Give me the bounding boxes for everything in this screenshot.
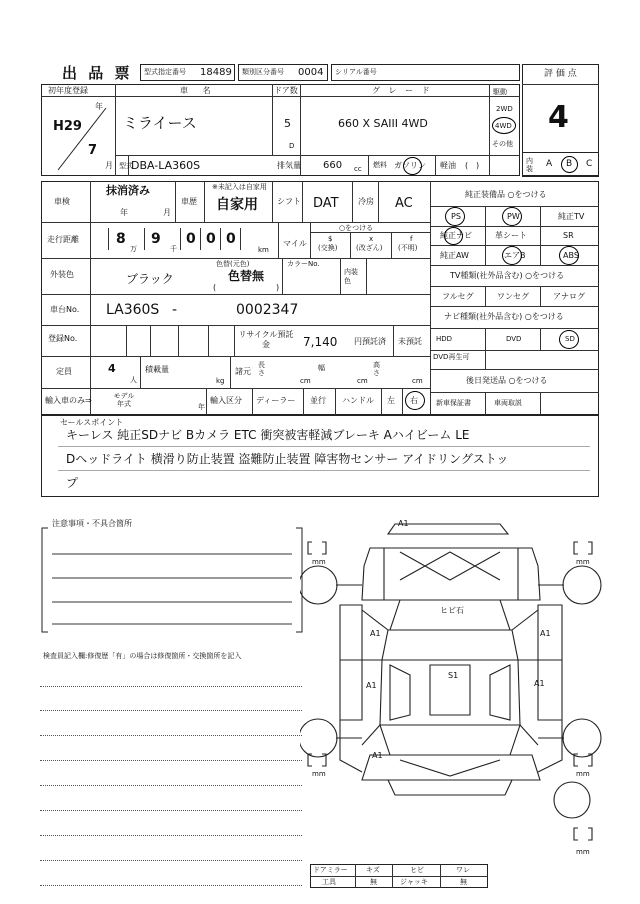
handle-right-circle: [405, 391, 425, 410]
equip-tv: 純正TV: [558, 212, 585, 221]
width-label: 幅: [318, 364, 325, 372]
category-value: 0004: [298, 67, 324, 78]
parallel-label: 並行: [310, 396, 326, 405]
length-unit: cm: [300, 377, 311, 385]
shift-label: シフト: [277, 197, 301, 206]
mileage-digit-1: 8: [116, 231, 126, 247]
first-reg-month: 7: [88, 143, 98, 158]
tool-header-3: ヒビ: [410, 866, 424, 874]
equip-pw: PW: [507, 212, 520, 221]
mileage-digit-5: 0: [226, 231, 236, 247]
mileage-digit-3: 0: [186, 231, 196, 247]
door-label: ドア数: [274, 86, 298, 95]
caution-label: 注意事項・不具合箇所: [52, 519, 132, 528]
grade-label: グ レ ー ド: [372, 86, 433, 95]
mileage-digit-4: 0: [206, 231, 216, 247]
tool-header-1: ドアミラー: [313, 866, 348, 874]
equip-airbag: エアB: [504, 251, 526, 260]
interior-c: C: [586, 159, 593, 169]
tool-header-4: ワレ: [456, 866, 470, 874]
color-paren-left: (: [213, 283, 217, 292]
mm-unit-5: mm: [576, 848, 590, 856]
inspection-label: 車検: [54, 197, 70, 206]
equip-leather: 革シート: [495, 231, 527, 240]
drive-2wd: 2WD: [496, 105, 513, 113]
equip-abs-circle: [559, 246, 579, 265]
diagram-label-7: S1: [448, 671, 459, 680]
color-replace-value: 色替無: [228, 269, 265, 283]
interior-label: 内装: [526, 157, 533, 173]
recycle-unpaid: 未預託: [398, 337, 422, 346]
sales-points-label: セールスポイント: [60, 418, 124, 427]
first-reg-label: 初年度登録: [48, 86, 88, 95]
model-value: DBA-LA360S: [131, 159, 201, 172]
recycle-label: リサイクル預託金: [238, 330, 294, 349]
drive-label: 駆動: [493, 88, 507, 96]
equip-navi-circle: [444, 227, 463, 245]
history-label: 車歴: [181, 197, 197, 206]
chassis-number: 0002347: [236, 302, 299, 318]
mm-unit-1: mm: [312, 558, 326, 566]
navi-sd-circle: [559, 330, 579, 349]
handle-left: 左: [387, 396, 395, 405]
mile-label: マイル: [283, 239, 307, 248]
navi-title: ナビ種類(社外品含む) ○をつける: [444, 312, 564, 321]
equip-ps: PS: [451, 212, 461, 221]
ac-value: AC: [395, 196, 413, 211]
mileage-sen: 千: [170, 245, 177, 253]
tv-analog: アナログ: [553, 292, 585, 301]
model-label: 型式: [119, 162, 133, 170]
diagram-label-2: A1: [370, 629, 381, 638]
load-label: 積載量: [145, 365, 169, 374]
navi-sd: SD: [565, 335, 575, 343]
capacity-value: 4: [108, 362, 116, 375]
diagram-label-8: ヒビ石: [440, 606, 464, 615]
interior-b: B: [566, 159, 573, 169]
tool-value-2: 無: [370, 878, 377, 886]
fuel-other-close: ): [476, 161, 480, 170]
model-year-unit: 年: [198, 403, 205, 411]
chassis-prefix: LA360S: [106, 302, 160, 318]
fuel-gasoline-circle: [403, 157, 422, 175]
unknown-label: (不明): [398, 244, 418, 252]
diagram-label-6: A1: [372, 751, 383, 760]
later-title: 後日発送品 ○をつける: [466, 376, 548, 385]
mileage-digit-2: 9: [151, 231, 161, 247]
handle-label: ハンドル: [342, 396, 374, 405]
date-slash: [50, 100, 110, 172]
door-unit: D: [289, 142, 295, 150]
equip-navi: 純正ナビ: [440, 231, 472, 240]
first-reg-year: H29: [53, 119, 82, 134]
tv-title: TV種類(社外品含む) ○をつける: [450, 271, 565, 280]
tool-value-4: 無: [460, 878, 467, 886]
equip-airbag-circle: [502, 246, 522, 265]
history-value: 自家用: [216, 197, 258, 213]
sales-line-1: キーレス 純正SDナビ Bカメラ ETC 衝突被害軽減ブレーキ Aハイビーム LE: [66, 428, 470, 442]
inspection-year: 年: [120, 208, 128, 217]
sales-line-2: Dヘッドライト 横滑り防止装置 盗難防止装置 障害物センサー アイドリングストッ: [66, 452, 509, 466]
tv-oneseg: ワンセグ: [497, 292, 529, 301]
mm-unit-3: mm: [312, 770, 326, 778]
inspection-month: 月: [163, 208, 171, 217]
handle-right: 右: [410, 396, 418, 405]
load-unit: kg: [216, 377, 225, 385]
unknown-symbol: f: [410, 235, 413, 243]
size-label: 諸元: [235, 367, 251, 376]
later-manual: 車両取説: [494, 399, 522, 407]
equip-sr: SR: [563, 231, 574, 240]
displacement-value: 660: [323, 160, 343, 171]
model-cert-value: 18489: [200, 67, 232, 78]
car-damage-diagram: [300, 510, 610, 870]
equip-abs: ABS: [563, 251, 579, 260]
month-label: 月: [105, 161, 113, 170]
equip-ps-circle: [445, 207, 465, 226]
fuel-gasoline: ガソリン: [394, 161, 426, 170]
rating-value: 4: [548, 100, 569, 135]
fuel-diesel: 軽油: [440, 161, 456, 170]
interior-color-label: 内装色: [344, 268, 358, 285]
mileage-unit: km: [258, 246, 269, 254]
navi-hdd: HDD: [436, 335, 453, 343]
diagram-label-3: A1: [540, 629, 551, 638]
equipment-title: 純正装備品 ○をつける: [465, 190, 547, 199]
import-type-label: 輸入区分: [210, 396, 242, 405]
drive-4wd: 4WD: [495, 122, 512, 130]
dealer-label: ディーラー: [256, 396, 296, 405]
tamper-label: (改ざん): [356, 244, 383, 252]
fuel-label: 燃料: [373, 161, 387, 169]
interior-b-circle: [561, 156, 578, 173]
year-label: 年: [95, 102, 103, 111]
form-title: 出 品 票: [62, 64, 133, 82]
model-cert-label: 型式指定番号: [144, 68, 186, 76]
chassis-dash: -: [172, 302, 178, 318]
drive-4wd-circle: [492, 117, 516, 134]
navi-dvd: DVD: [506, 335, 522, 343]
mileage-man: 万: [130, 245, 137, 253]
grade-value: 660 X SAIII 4WD: [338, 117, 428, 130]
rating-label: 評 価 点: [544, 69, 577, 79]
exterior-label: 外装色: [50, 270, 74, 279]
exterior-value: ブラック: [126, 272, 174, 286]
import-label: 輸入車のみ⇒: [45, 396, 92, 405]
equip-pw-circle: [502, 207, 522, 226]
mm-unit-4: mm: [576, 770, 590, 778]
chassis-label: 車台No.: [50, 305, 80, 314]
caution-bracket: [38, 524, 308, 636]
capacity-label: 定員: [56, 367, 72, 376]
tool-value-3: ジャッキ: [400, 878, 428, 886]
model-year-label: モデル年式: [113, 392, 135, 408]
dvd-label: DVD再生可: [433, 353, 470, 361]
later-warranty: 新車保証書: [436, 399, 471, 407]
diagram-label-4: A1: [366, 681, 377, 690]
recycle-unit: 円預託済: [354, 337, 386, 346]
displacement-unit: cc: [354, 165, 362, 173]
length-label: 長さ: [258, 361, 265, 377]
mm-unit-2: mm: [576, 558, 590, 566]
shift-value: DAT: [313, 196, 339, 211]
height-unit: cm: [412, 377, 423, 385]
car-name-label: 車 名: [180, 86, 217, 95]
inspector-label: 検査員記入欄:修復歴「有」の場合は修復箇所・交換箇所を記入: [43, 652, 242, 660]
tool-header-2: キズ: [366, 866, 380, 874]
reg-no-label: 登録No.: [48, 334, 78, 343]
serial-label: シリアル番号: [335, 68, 377, 76]
color-no-label: カラーNo.: [287, 260, 320, 268]
ac-label: 冷房: [358, 197, 374, 206]
swap-symbol: $: [328, 235, 333, 243]
mark-label: ○をつける: [339, 224, 374, 232]
equip-aw: 純正AW: [440, 251, 469, 260]
mileage-label: 走行距離: [47, 235, 79, 244]
history-note: ※未記入は自家用: [212, 183, 267, 191]
tv-fullseg: フルセグ: [442, 292, 474, 301]
door-value: 5: [284, 117, 291, 130]
tool-value-1: 工具: [322, 878, 336, 886]
diagram-label-1: A1: [398, 519, 409, 528]
color-replace-label: 色替(元色): [216, 260, 250, 268]
diagram-label-5: A1: [534, 679, 545, 688]
color-paren-right: ): [276, 283, 280, 292]
fuel-other: (: [465, 161, 469, 170]
capacity-unit: 人: [130, 376, 137, 384]
interior-a: A: [546, 159, 553, 169]
width-unit: cm: [357, 377, 368, 385]
inspection-value: 抹消済み: [106, 184, 150, 197]
height-label: 高さ: [373, 361, 380, 377]
sales-line-3: プ: [66, 476, 79, 490]
category-label: 類別区分番号: [242, 68, 284, 76]
tamper-symbol: x: [369, 235, 374, 243]
displacement-label: 排気量: [277, 161, 301, 170]
recycle-value: 7,140: [303, 335, 338, 349]
car-name-value: ミライース: [123, 114, 197, 132]
drive-other: その他: [492, 140, 513, 148]
swap-label: (交換): [318, 244, 338, 252]
